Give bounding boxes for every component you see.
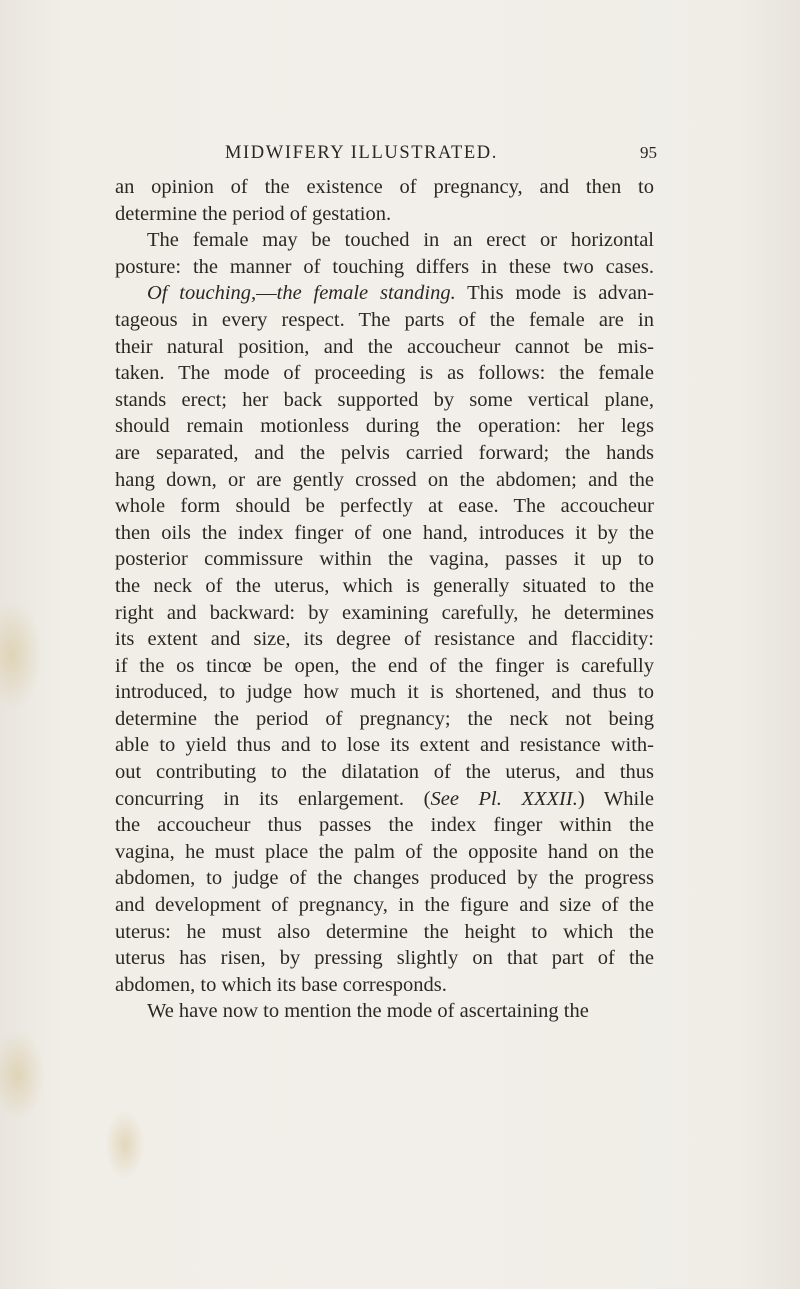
text-line	[115, 945, 654, 972]
text-line	[115, 653, 654, 680]
text-run: hang down, or are gently crossed on the abdomen; and the	[115, 468, 654, 491]
text-run: —	[256, 282, 277, 305]
text-line	[115, 493, 654, 520]
text-run: able to yield thus and to lose its extent and resistance with-	[115, 734, 654, 757]
text-line	[115, 334, 654, 361]
text-line	[115, 626, 654, 653]
text-line	[115, 812, 654, 839]
text-run: determine the period of gestation.	[115, 202, 392, 225]
text-run: uterus has risen, by pressing slightly on that part of the	[115, 947, 654, 970]
italic-text: the female standing.	[276, 282, 456, 305]
text-run: tageous in every respect. The parts of the female are in	[115, 308, 654, 331]
text-run: its extent and size, its degree of resistance and flaccidity:	[115, 628, 654, 651]
paper-stain	[105, 1110, 145, 1180]
text-line	[115, 440, 654, 467]
text-line	[115, 573, 654, 600]
text-run: posterior commissure within the vagina, passes it up to	[115, 548, 654, 571]
text-line	[115, 254, 654, 281]
text-line	[115, 413, 654, 440]
text-line	[115, 786, 654, 813]
text-run: ) While	[577, 787, 655, 810]
text-run: stands erect; her back supported by some vertical plane,	[115, 388, 654, 411]
text-run: the accoucheur thus passes the index finger within the	[115, 814, 654, 837]
text-run: abdomen, to which its base corresponds.	[115, 973, 447, 996]
text-run: their natural position, and the accoucheur cannot be mis-	[115, 335, 654, 358]
text-line	[115, 919, 654, 946]
text-run: The female may be touched in an erect or horizontal	[147, 229, 654, 252]
paper-stain	[0, 1030, 45, 1120]
text-run: uterus: he must also determine the height to which the	[115, 920, 654, 943]
text-line	[115, 360, 654, 387]
text-line	[115, 467, 654, 494]
text-run: right and backward: by examining carefully, he determines	[115, 601, 654, 624]
text-line	[115, 546, 654, 573]
text-line	[115, 201, 654, 228]
text-line	[115, 387, 654, 414]
text-line	[115, 759, 654, 786]
text-run: taken. The mode of proceeding is as follows: the female	[115, 362, 654, 385]
text-line	[115, 706, 654, 733]
paper-stain	[0, 600, 42, 710]
text-run: vagina, he must place the palm of the opposite hand on the	[115, 840, 654, 863]
text-line	[115, 998, 654, 1025]
text-line	[115, 280, 654, 307]
text-line	[115, 972, 654, 999]
text-run: introduced, to judge how much it is shortened, and thus to	[115, 681, 654, 704]
text-line	[115, 679, 654, 706]
text-run: an opinion of the existence of pregnancy, and then to	[115, 176, 654, 198]
text-run: posture: the manner of touching differs in these two cases.	[115, 255, 654, 278]
text-line	[115, 174, 654, 201]
italic-text: Of touching,	[147, 282, 257, 305]
text-run: This mode is advan-	[455, 282, 654, 305]
text-line	[115, 520, 654, 547]
text-run: out contributing to the dilatation of the uterus, and thus	[115, 761, 654, 784]
text-run: and development of pregnancy, in the figure and size of the	[115, 894, 654, 917]
text-line	[115, 892, 654, 919]
text-run: the neck of the uterus, which is generally situated to the	[115, 574, 654, 597]
text-run: should remain motionless during the operation: her legs	[115, 415, 654, 438]
text-line	[115, 307, 654, 334]
text-run: are separated, and the pelvis carried forward; the hands	[115, 441, 654, 464]
text-line	[115, 227, 654, 254]
text-line	[115, 839, 654, 866]
text-run: determine the period of pregnancy; the neck not being	[115, 707, 654, 730]
text-run: We have now to mention the mode of ascertaining the	[147, 1000, 589, 1023]
page-header	[225, 143, 657, 167]
text-line	[115, 865, 654, 892]
italic-text: See Pl. XXXII.	[430, 787, 578, 810]
text-run: then oils the index finger of one hand, introduces it by the	[115, 521, 654, 544]
text-run: if the os tincœ be open, the end of the finger is carefully	[115, 654, 654, 677]
text-line	[115, 600, 654, 627]
text-run: abdomen, to judge of the changes produced by the progress	[115, 867, 654, 890]
running-title: MIDWIFERY ILLUSTRATED.	[225, 143, 498, 163]
page-number: 95	[640, 143, 657, 162]
text-line	[115, 732, 654, 759]
text-run: whole form should be perfectly at ease. The accoucheur	[115, 495, 654, 518]
body-text	[115, 174, 654, 1025]
text-run: concurring in its enlargement. (	[115, 787, 431, 810]
